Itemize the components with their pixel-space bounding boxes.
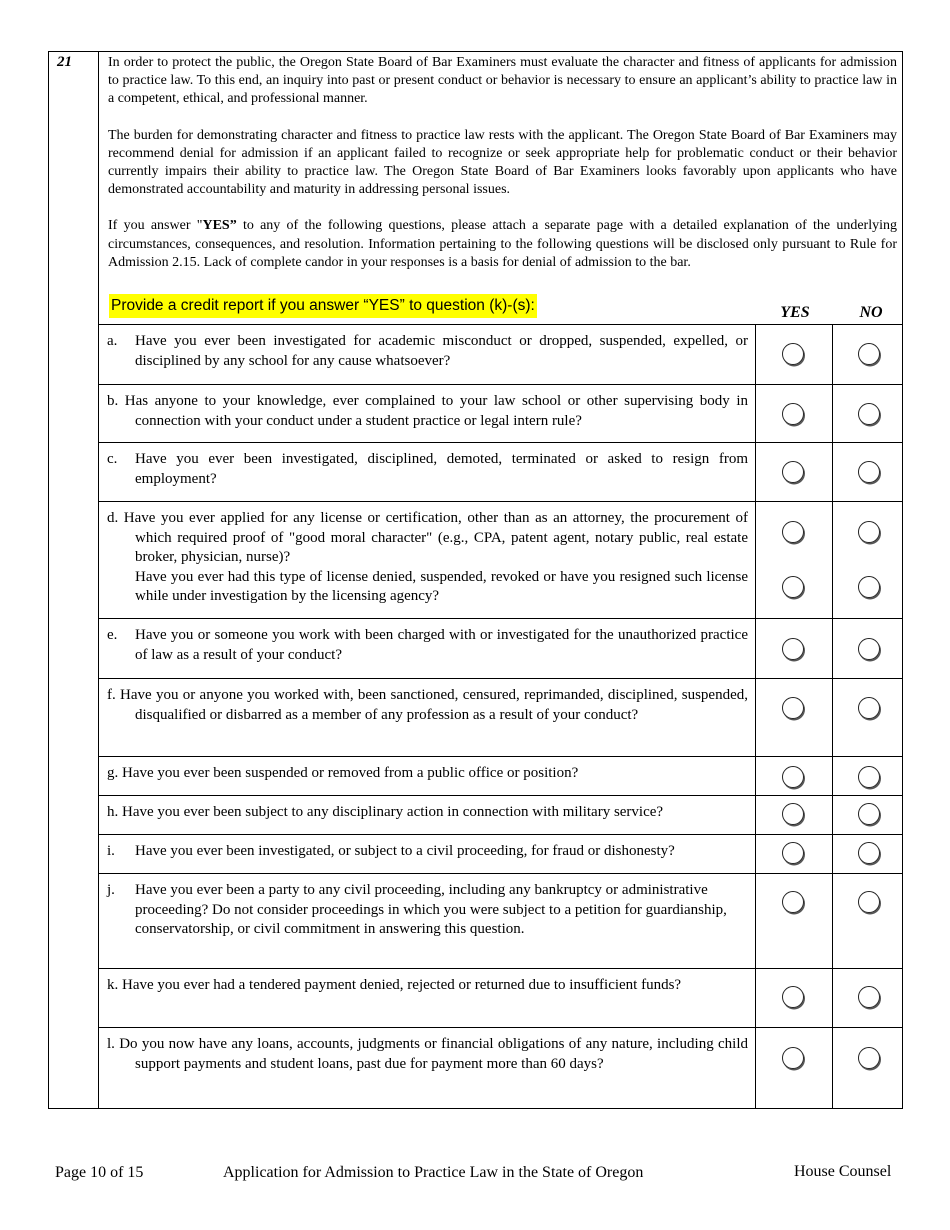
question-d-label: d.: [107, 510, 119, 526]
question-row-h: [99, 795, 903, 834]
question-e-label: e.: [107, 627, 118, 643]
question-row-b: [99, 384, 903, 442]
question-row-e: [99, 618, 903, 678]
footer-page-number: Page 10 of 15: [55, 1164, 144, 1181]
question-e-text: Have you or someone you work with been charged with or investigated for the unauthorized practice of law as a result of your conduct?: [135, 627, 748, 663]
intro-paragraph-1: In order to protect the public, the Oregon State Board of Bar Examiners must evaluate the character and fitness of applicants for admission to practice law. To this end, an inquiry into past or present conduct or behavior is necessary to ensure an applicant’s ability to practice law in a competent, ethical, and professional manner.: [108, 55, 897, 107]
question-a-yes-radio[interactable]: [782, 343, 804, 365]
question-j-yes-radio[interactable]: [782, 891, 804, 913]
question-21-table: [48, 51, 903, 1109]
question-row-d: [99, 501, 903, 618]
intro-paragraph-2: The burden for demonstrating character and fitness to practice law rests with the applicant. The Oregon State Board of Bar Examiners may recommend denial for admission if an applicant failed to recognize or seek appropriate help for problematic conduct or their behavior currently impairs their ability to practice law. The Oregon State Board of Bar Examiners looks favorably upon applicants who have demonstrated accountability and maturity in addressing personal issues.: [108, 127, 897, 198]
question-d2-no-radio[interactable]: [858, 576, 880, 598]
question-l-label: l.: [107, 1036, 115, 1052]
question-f-label: f.: [107, 687, 116, 703]
question-i-text: Have you ever been investigated, or subject to a civil proceeding, for fraud or dishonesty?: [135, 843, 675, 859]
question-c-label: c.: [107, 451, 118, 467]
question-k-text: Have you ever had a tendered payment denied, rejected or returned due to insufficient funds?: [122, 977, 682, 993]
question-l-text: Do you now have any loans, accounts, judgments or financial obligations of any nature, including child support payments and student loans, past due for payment more than 60 days?: [119, 1036, 748, 1072]
footer-form-type: House Counsel: [794, 1163, 892, 1180]
question-b-no-radio[interactable]: [858, 403, 880, 425]
yes-column-header: YES: [780, 304, 810, 321]
question-d-text-2: Have you ever had this type of license denied, suspended, revoked or have you resigned such license while under investigation by the licensing agency?: [135, 568, 748, 605]
question-number: 21: [57, 54, 72, 70]
question-b-yes-radio[interactable]: [782, 403, 804, 425]
question-k-label: k.: [107, 977, 119, 993]
question-a-label: a.: [107, 333, 118, 349]
question-a-text: Have you ever been investigated for academic misconduct or dropped, suspended, expelled, or disciplined by any school for any cause whatsoever?: [135, 333, 748, 369]
question-g-text: Have you ever been suspended or removed from a public office or position?: [122, 765, 579, 781]
question-row-l: [99, 1027, 903, 1109]
question-e-yes-radio[interactable]: [782, 638, 804, 660]
question-h-yes-radio[interactable]: [782, 803, 804, 825]
question-row-i: [99, 834, 903, 873]
intro-p3-end: to any of the following questions, please attach a separate page with a detailed explanation of the underlying circumstances, consequences, and resolution. Information pertaining to the following questions will be disclosed only pursuant to Rule for Admission 2.15. Lack of complete candor in your responses is a basis for denial of admission to the bar.: [108, 218, 897, 270]
question-i-label: i.: [107, 843, 115, 859]
question-c-yes-radio[interactable]: [782, 461, 804, 483]
question-e-no-radio[interactable]: [858, 638, 880, 660]
intro-text: [108, 54, 897, 272]
question-d-text: Have you ever applied for any license or certification, other than as an attorney, the procurement of which required proof of "good moral character" (e.g., CPA, patent agent, notary public, real estate broker, physician, nurse)?: [123, 510, 748, 566]
question-g-yes-radio[interactable]: [782, 766, 804, 788]
question-j-label: j.: [107, 882, 115, 898]
question-j-no-radio[interactable]: [858, 891, 880, 913]
intro-p3-yes: YES”: [202, 218, 237, 234]
question-i-no-radio[interactable]: [858, 842, 880, 864]
question-l-no-radio[interactable]: [858, 1047, 880, 1069]
question-l-yes-radio[interactable]: [782, 1047, 804, 1069]
question-row-j: [99, 873, 903, 968]
question-d1-yes-radio[interactable]: [782, 521, 804, 543]
question-k-yes-radio[interactable]: [782, 986, 804, 1008]
intro-paragraph-3: [108, 217, 897, 272]
question-c-text: Have you ever been investigated, disciplined, demoted, terminated or asked to resign from employment?: [135, 451, 748, 487]
question-g-label: g.: [107, 765, 119, 781]
footer-document-title: Application for Admission to Practice Law in the State of Oregon: [223, 1164, 644, 1181]
question-j-text: Have you ever been a party to any civil proceeding, including any bankruptcy or administrative proceeding? Do not consider proceedings in which you were subject to a petition for guardianship, conservatorship, or civil commitment in answering this question.: [135, 882, 727, 938]
no-column-header: NO: [859, 304, 883, 321]
question-row-k: [99, 968, 903, 1027]
question-d2-yes-radio[interactable]: [782, 576, 804, 598]
credit-report-note: Provide a credit report if you answer “YES” to question (k)-(s):: [109, 294, 537, 318]
question-f-yes-radio[interactable]: [782, 697, 804, 719]
question-d1-no-radio[interactable]: [858, 521, 880, 543]
question-c-no-radio[interactable]: [858, 461, 880, 483]
question-i-yes-radio[interactable]: [782, 842, 804, 864]
question-number-column: [49, 52, 99, 1108]
question-row-g: [99, 756, 903, 795]
question-b-label: b.: [107, 393, 119, 409]
question-b-text: Has anyone to your knowledge, ever complained to your law school or other supervising body in connection with your conduct under a student practice or legal intern rule?: [124, 393, 748, 429]
question-row-c: [99, 442, 903, 501]
question-k-no-radio[interactable]: [858, 986, 880, 1008]
question-g-no-radio[interactable]: [858, 766, 880, 788]
question-row-f: [99, 678, 903, 756]
intro-p3-start: If you answer ": [108, 218, 203, 234]
question-h-text: Have you ever been subject to any disciplinary action in connection with military service?: [122, 804, 664, 820]
question-a-no-radio[interactable]: [858, 343, 880, 365]
question-h-no-radio[interactable]: [858, 803, 880, 825]
question-f-text: Have you or anyone you worked with, been sanctioned, censured, reprimanded, disciplined, suspended, disqualified or disbarred as a member of any profession as a result of your conduct?: [120, 687, 748, 723]
question-h-label: h.: [107, 804, 119, 820]
question-f-no-radio[interactable]: [858, 697, 880, 719]
question-row-a: [99, 324, 903, 384]
